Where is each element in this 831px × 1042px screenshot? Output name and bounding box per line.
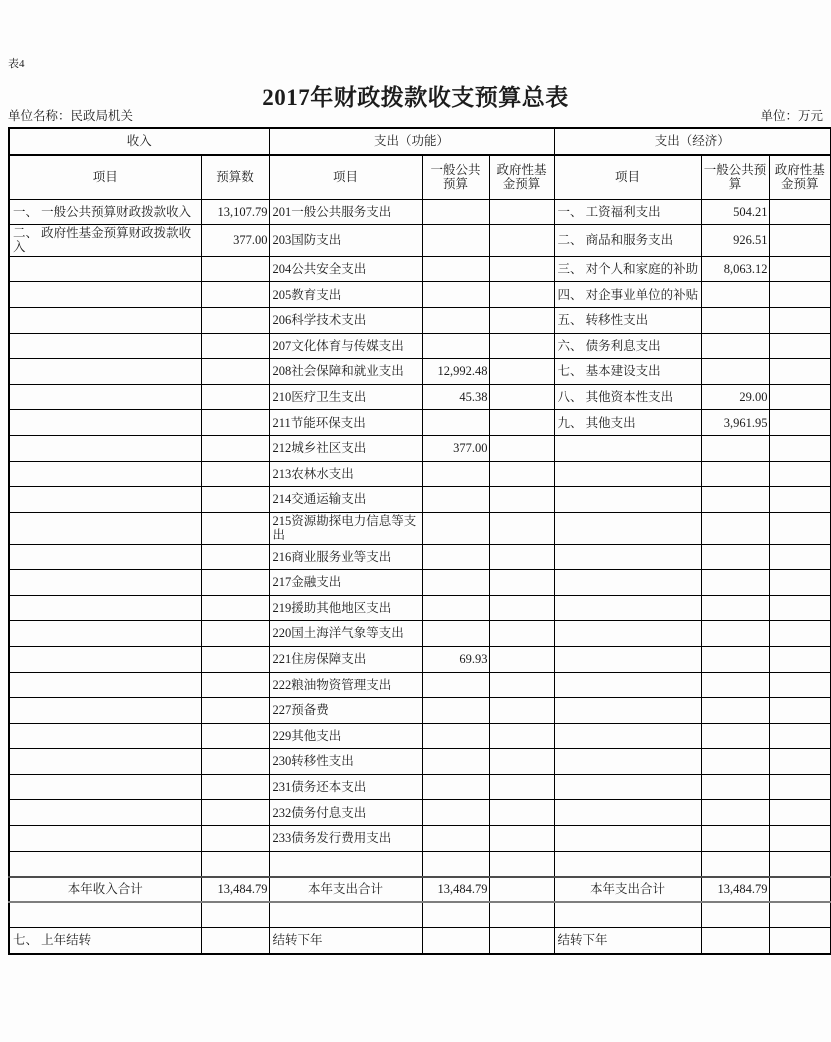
item-cell <box>9 774 201 800</box>
amount-cell <box>422 698 489 724</box>
amount-cell: 504.21 <box>701 199 769 225</box>
amount-cell <box>201 800 269 826</box>
table-row <box>9 359 831 385</box>
amount-cell <box>769 410 831 436</box>
amount-cell <box>422 800 489 826</box>
item-cell: 206科学技术支出 <box>269 308 422 334</box>
table-row <box>9 595 831 621</box>
amount-cell <box>422 225 489 257</box>
item-cell: 216商业服务业等支出 <box>269 544 422 570</box>
amount-cell <box>201 544 269 570</box>
amount-cell <box>701 436 769 462</box>
amount-cell <box>201 359 269 385</box>
amount-cell <box>422 544 489 570</box>
item-cell <box>9 436 201 462</box>
item-cell <box>554 487 701 513</box>
item-cell: 本年支出合计 <box>269 877 422 903</box>
item-cell <box>9 902 201 928</box>
amount-cell <box>201 928 269 954</box>
amount-cell <box>769 851 831 877</box>
item-cell: 四、 对企事业单位的补贴 <box>554 282 701 308</box>
amount-cell <box>489 851 554 877</box>
unit-name-label: 单位名称：民政局机关 <box>8 109 134 123</box>
item-cell <box>9 410 201 436</box>
item-cell: 201一般公共服务支出 <box>269 199 422 225</box>
item-cell <box>9 512 201 544</box>
amount-cell <box>422 256 489 282</box>
table-row <box>9 902 831 928</box>
amount-cell: 13,484.79 <box>201 877 269 903</box>
amount-cell <box>201 672 269 698</box>
amount-cell <box>701 621 769 647</box>
item-cell: 207文化体育与传媒支出 <box>269 333 422 359</box>
amount-cell <box>422 308 489 334</box>
amount-cell <box>422 826 489 852</box>
amount-cell <box>489 928 554 954</box>
table-row <box>9 800 831 826</box>
column-header-row <box>9 155 831 199</box>
col-header-revenue-budget: 预算数 <box>201 155 269 199</box>
amount-cell <box>769 672 831 698</box>
item-cell <box>9 333 201 359</box>
item-cell <box>9 800 201 826</box>
amount-cell <box>769 774 831 800</box>
item-cell <box>554 512 701 544</box>
amount-cell <box>489 199 554 225</box>
amount-cell <box>422 199 489 225</box>
amount-cell <box>769 749 831 775</box>
amount-cell <box>769 225 831 257</box>
item-cell <box>9 461 201 487</box>
amount-cell <box>201 256 269 282</box>
item-cell: 232债务付息支出 <box>269 800 422 826</box>
item-cell: 七、 基本建设支出 <box>554 359 701 385</box>
item-cell: 二、 政府性基金预算财政拨款收入 <box>9 225 201 257</box>
item-cell: 214交通运输支出 <box>269 487 422 513</box>
amount-cell <box>489 333 554 359</box>
item-cell <box>9 544 201 570</box>
table-row <box>9 826 831 852</box>
table-row <box>9 851 831 877</box>
table-row <box>9 487 831 513</box>
amount-cell <box>701 749 769 775</box>
amount-cell <box>769 595 831 621</box>
item-cell: 222粮油物资管理支出 <box>269 672 422 698</box>
item-cell <box>9 282 201 308</box>
amount-cell <box>422 902 489 928</box>
amount-cell <box>489 672 554 698</box>
amount-cell <box>201 902 269 928</box>
table-row <box>9 282 831 308</box>
item-cell <box>554 800 701 826</box>
item-cell: 227预备费 <box>269 698 422 724</box>
amount-cell <box>701 928 769 954</box>
amount-cell <box>769 723 831 749</box>
budget-table <box>8 127 831 955</box>
table-row <box>9 436 831 462</box>
item-cell: 208社会保障和就业支出 <box>269 359 422 385</box>
item-cell <box>554 851 701 877</box>
item-cell: 204公共安全支出 <box>269 256 422 282</box>
table-row <box>9 723 831 749</box>
table-row <box>9 570 831 596</box>
amount-cell <box>701 826 769 852</box>
table-number: 表4 <box>8 58 25 70</box>
table-row <box>9 621 831 647</box>
item-cell <box>9 826 201 852</box>
item-cell <box>9 698 201 724</box>
amount-cell <box>201 698 269 724</box>
col-header-economic-general-budget: 一般公共预算 <box>701 155 769 199</box>
amount-cell <box>201 774 269 800</box>
amount-cell <box>201 826 269 852</box>
amount-cell <box>489 384 554 410</box>
amount-cell <box>769 646 831 672</box>
amount-cell <box>201 282 269 308</box>
amount-cell <box>769 461 831 487</box>
amount-cell <box>769 282 831 308</box>
amount-cell: 13,107.79 <box>201 199 269 225</box>
item-cell <box>554 436 701 462</box>
item-cell: 五、 转移性支出 <box>554 308 701 334</box>
amount-cell <box>769 512 831 544</box>
item-cell <box>9 359 201 385</box>
item-cell <box>9 646 201 672</box>
item-cell <box>269 902 422 928</box>
item-cell <box>9 487 201 513</box>
item-cell <box>554 698 701 724</box>
page-title: 2017年财政拨款收支预算总表 <box>262 85 569 110</box>
amount-cell: 13,484.79 <box>422 877 489 903</box>
table-row <box>9 410 831 436</box>
amount-cell <box>489 595 554 621</box>
amount-cell <box>489 621 554 647</box>
amount-cell <box>769 698 831 724</box>
table-row <box>9 199 831 225</box>
item-cell <box>9 595 201 621</box>
amount-cell <box>489 544 554 570</box>
amount-cell <box>701 359 769 385</box>
item-cell: 212城乡社区支出 <box>269 436 422 462</box>
amount-cell: 377.00 <box>201 225 269 257</box>
amount-cell <box>489 487 554 513</box>
amount-cell <box>701 774 769 800</box>
amount-cell <box>489 698 554 724</box>
amount-cell <box>489 902 554 928</box>
amount-cell <box>422 749 489 775</box>
item-cell: 217金融支出 <box>269 570 422 596</box>
item-cell: 233债务发行费用支出 <box>269 826 422 852</box>
amount-cell <box>489 359 554 385</box>
item-cell: 230转移性支出 <box>269 749 422 775</box>
item-cell: 213农林水支出 <box>269 461 422 487</box>
amount-cell <box>489 646 554 672</box>
amount-cell <box>701 461 769 487</box>
amount-cell <box>422 410 489 436</box>
amount-cell: 8,063.12 <box>701 256 769 282</box>
amount-cell <box>201 487 269 513</box>
table-row <box>9 461 831 487</box>
table-row <box>9 256 831 282</box>
item-cell <box>554 723 701 749</box>
amount-cell <box>769 436 831 462</box>
amount-cell <box>201 436 269 462</box>
amount-cell <box>769 800 831 826</box>
col-header-economic-item: 项目 <box>554 155 701 199</box>
amount-cell <box>701 595 769 621</box>
amount-cell <box>701 902 769 928</box>
amount-cell <box>701 282 769 308</box>
meta-row <box>8 106 823 124</box>
amount-cell: 29.00 <box>701 384 769 410</box>
amount-cell <box>701 308 769 334</box>
amount-cell: 377.00 <box>422 436 489 462</box>
col-header-function-govfund-budget: 政府性基金预算 <box>489 155 554 199</box>
amount-cell <box>201 851 269 877</box>
col-header-function-item: 项目 <box>269 155 422 199</box>
totals-row <box>9 877 831 903</box>
item-cell: 六、 债务利息支出 <box>554 333 701 359</box>
item-cell <box>9 308 201 334</box>
amount-cell <box>201 749 269 775</box>
amount-cell <box>201 570 269 596</box>
amount-cell <box>201 646 269 672</box>
amount-cell <box>201 461 269 487</box>
item-cell: 221住房保障支出 <box>269 646 422 672</box>
amount-cell <box>489 877 554 903</box>
item-cell <box>9 256 201 282</box>
amount-cell <box>422 723 489 749</box>
amount-cell <box>422 621 489 647</box>
amount-cell <box>489 461 554 487</box>
item-cell <box>9 672 201 698</box>
amount-cell <box>701 851 769 877</box>
item-cell <box>554 461 701 487</box>
col-header-revenue-item: 项目 <box>9 155 201 199</box>
amount-cell <box>201 333 269 359</box>
amount-cell <box>769 877 831 903</box>
amount-cell <box>489 570 554 596</box>
item-cell: 结转下年 <box>269 928 422 954</box>
item-cell <box>9 621 201 647</box>
table-row <box>9 672 831 698</box>
table-row <box>9 544 831 570</box>
amount-cell <box>769 544 831 570</box>
amount-cell <box>769 308 831 334</box>
item-cell <box>269 851 422 877</box>
table-row <box>9 749 831 775</box>
item-cell <box>9 749 201 775</box>
amount-cell <box>489 282 554 308</box>
item-cell <box>554 544 701 570</box>
item-cell <box>554 672 701 698</box>
amount-cell <box>701 698 769 724</box>
item-cell <box>9 570 201 596</box>
amount-cell <box>701 646 769 672</box>
item-cell: 本年收入合计 <box>9 877 201 903</box>
amount-cell <box>769 570 831 596</box>
item-cell: 三、 对个人和家庭的补助 <box>554 256 701 282</box>
amount-cell <box>422 928 489 954</box>
item-cell: 203国防支出 <box>269 225 422 257</box>
item-cell: 231债务还本支出 <box>269 774 422 800</box>
amount-cell <box>489 723 554 749</box>
item-cell <box>554 749 701 775</box>
amount-cell <box>422 672 489 698</box>
item-cell <box>554 621 701 647</box>
amount-cell <box>701 570 769 596</box>
table-row <box>9 333 831 359</box>
item-cell: 本年支出合计 <box>554 877 701 903</box>
amount-cell <box>769 359 831 385</box>
amount-cell <box>201 621 269 647</box>
amount-cell <box>489 826 554 852</box>
item-cell: 一、 工资福利支出 <box>554 199 701 225</box>
amount-cell: 13,484.79 <box>701 877 769 903</box>
amount-cell <box>769 928 831 954</box>
amount-cell <box>769 384 831 410</box>
amount-cell <box>489 225 554 257</box>
table-row <box>9 225 831 257</box>
amount-cell <box>489 749 554 775</box>
section-header-revenue: 收入 <box>9 128 269 155</box>
amount-cell <box>701 672 769 698</box>
amount-cell <box>769 333 831 359</box>
item-cell: 219援助其他地区支出 <box>269 595 422 621</box>
item-cell <box>554 570 701 596</box>
item-cell <box>554 595 701 621</box>
table-row <box>9 384 831 410</box>
section-header-expenditure-economic: 支出（经济） <box>554 128 831 155</box>
amount-cell <box>489 436 554 462</box>
amount-cell <box>701 544 769 570</box>
item-cell <box>554 826 701 852</box>
unit-label: 单位：万元 <box>760 109 823 123</box>
col-header-function-general-budget: 一般公共预算 <box>422 155 489 199</box>
table-row <box>9 308 831 334</box>
section-header-expenditure-function: 支出（功能） <box>269 128 554 155</box>
amount-cell <box>769 256 831 282</box>
item-cell: 215资源勘探电力信息等支出 <box>269 512 422 544</box>
item-cell <box>554 646 701 672</box>
amount-cell <box>422 512 489 544</box>
amount-cell <box>489 410 554 436</box>
amount-cell <box>422 595 489 621</box>
item-cell: 211节能环保支出 <box>269 410 422 436</box>
amount-cell <box>701 800 769 826</box>
amount-cell <box>769 487 831 513</box>
amount-cell <box>489 308 554 334</box>
item-cell <box>554 774 701 800</box>
table-row <box>9 698 831 724</box>
amount-cell <box>422 333 489 359</box>
amount-cell <box>422 570 489 596</box>
item-cell: 结转下年 <box>554 928 701 954</box>
amount-cell <box>769 902 831 928</box>
item-cell: 210医疗卫生支出 <box>269 384 422 410</box>
item-cell: 220国土海洋气象等支出 <box>269 621 422 647</box>
amount-cell <box>422 774 489 800</box>
amount-cell <box>701 512 769 544</box>
section-header-row <box>9 128 831 155</box>
amount-cell <box>489 512 554 544</box>
amount-cell <box>701 333 769 359</box>
item-cell: 八、 其他资本性支出 <box>554 384 701 410</box>
item-cell <box>554 902 701 928</box>
amount-cell <box>422 851 489 877</box>
item-cell: 九、 其他支出 <box>554 410 701 436</box>
item-cell: 205教育支出 <box>269 282 422 308</box>
amount-cell: 926.51 <box>701 225 769 257</box>
item-cell <box>9 851 201 877</box>
item-cell <box>9 384 201 410</box>
table-row <box>9 512 831 544</box>
col-header-economic-govfund-budget: 政府性基金预算 <box>769 155 831 199</box>
amount-cell <box>201 308 269 334</box>
item-cell <box>9 723 201 749</box>
item-cell: 一、 一般公共预算财政拨款收入 <box>9 199 201 225</box>
amount-cell <box>489 256 554 282</box>
amount-cell: 69.93 <box>422 646 489 672</box>
amount-cell <box>701 487 769 513</box>
budget-table-body <box>9 199 831 954</box>
amount-cell <box>422 461 489 487</box>
amount-cell <box>489 800 554 826</box>
item-cell: 七、 上年结转 <box>9 928 201 954</box>
amount-cell: 12,992.48 <box>422 359 489 385</box>
amount-cell <box>769 826 831 852</box>
amount-cell <box>201 723 269 749</box>
amount-cell <box>201 410 269 436</box>
table-row <box>9 928 831 954</box>
table-row <box>9 646 831 672</box>
amount-cell <box>769 621 831 647</box>
item-cell: 229其他支出 <box>269 723 422 749</box>
amount-cell: 45.38 <box>422 384 489 410</box>
amount-cell <box>422 487 489 513</box>
amount-cell: 3,961.95 <box>701 410 769 436</box>
amount-cell <box>201 512 269 544</box>
table-row <box>9 774 831 800</box>
amount-cell <box>489 774 554 800</box>
amount-cell <box>422 282 489 308</box>
amount-cell <box>201 595 269 621</box>
amount-cell <box>769 199 831 225</box>
item-cell: 二、 商品和服务支出 <box>554 225 701 257</box>
amount-cell <box>201 384 269 410</box>
amount-cell <box>701 723 769 749</box>
